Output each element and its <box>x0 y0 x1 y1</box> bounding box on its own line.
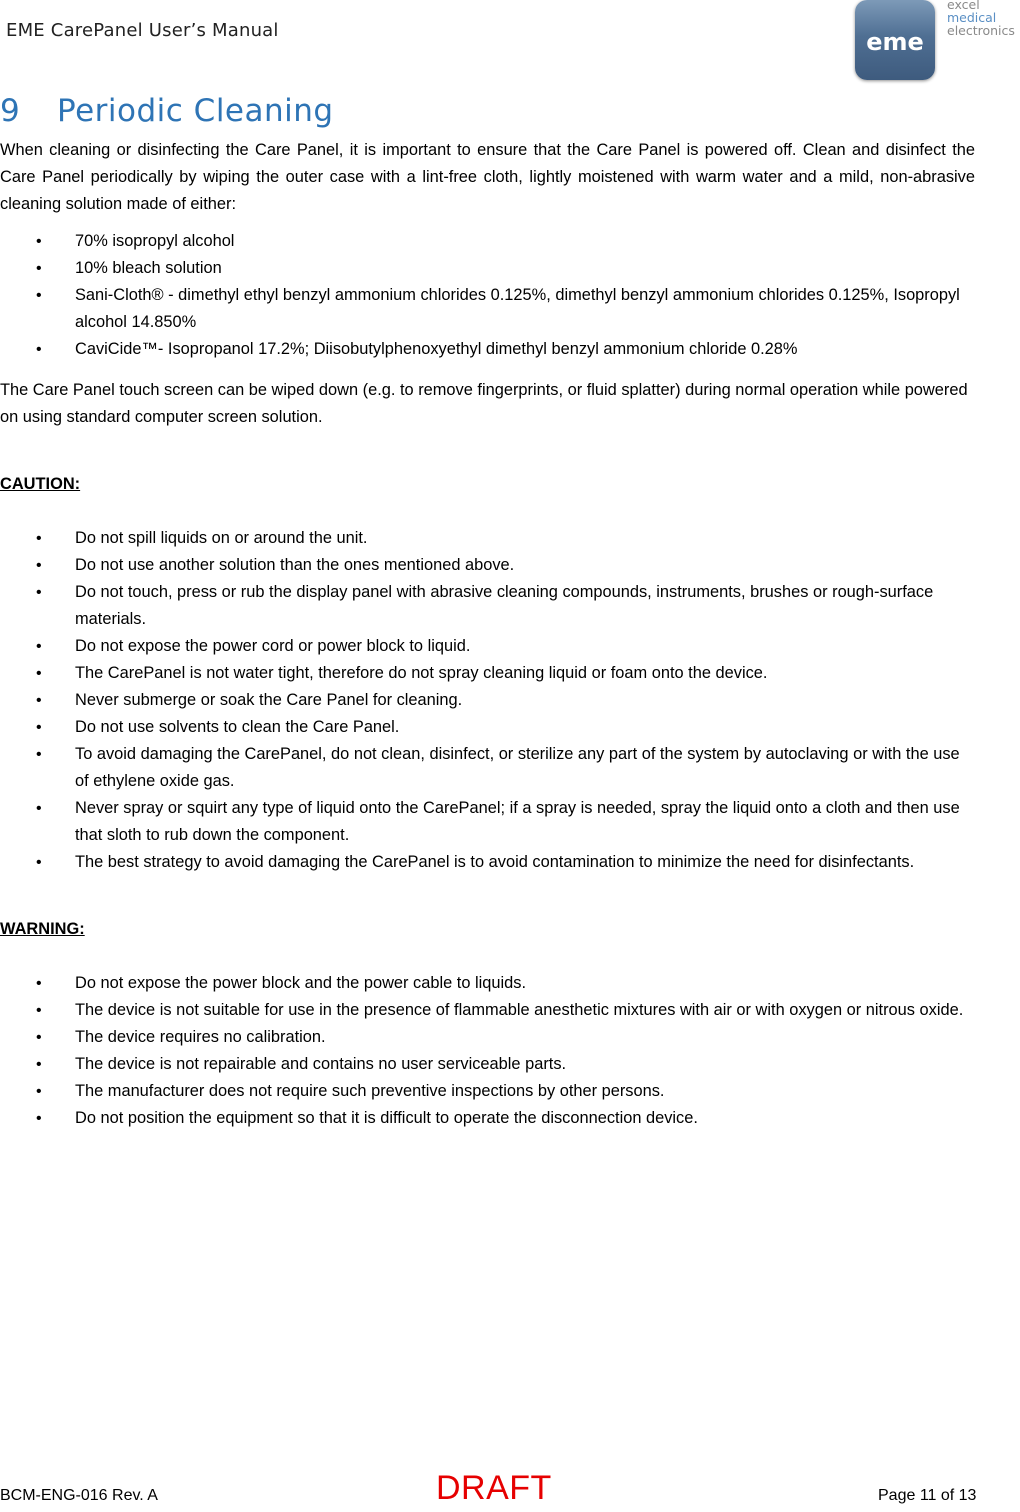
list-item: • The device is not repairable and contains no user serviceable parts. <box>0 1051 975 1078</box>
list-item: • Sani-Cloth® - dimethyl ethyl benzyl ammonium chlorides 0.125%, dimethyl benzyl ammonium chlorides 0.125%, Isopropyl alcohol 14.850% <box>0 282 975 336</box>
list-item: • The best strategy to avoid damaging the CarePanel is to avoid contamination to minimize the need for disinfectants. <box>0 849 975 876</box>
draft-watermark: DRAFT <box>436 1469 552 1507</box>
warning-list <box>0 970 975 1132</box>
caution-list <box>0 525 975 876</box>
list-item: • The device requires no calibration. <box>0 1024 975 1051</box>
list-item: • 70% isopropyl alcohol <box>0 228 975 255</box>
footer-page-number: Page 11 of 13 <box>878 1487 977 1504</box>
header-title: EME CarePanel User’s Manual <box>6 20 279 41</box>
logo-line-electronics: electronics <box>947 23 1015 38</box>
caution-heading: CAUTION: <box>0 475 81 493</box>
list-item: • CaviCide™- Isopropanol 17.2%; Diisobutylphenoxyethyl dimethyl benzyl ammonium chloride 0.28% <box>0 336 975 363</box>
section-title: Periodic Cleaning <box>57 93 334 129</box>
list-item: • To avoid damaging the CarePanel, do not clean, disinfect, or sterilize any part of the system by autoclaving or with the use of ethylene oxide gas. <box>0 741 975 795</box>
list-item: • The CarePanel is not water tight, therefore do not spray cleaning liquid or foam onto the device. <box>0 660 975 687</box>
warning-heading: WARNING: <box>0 920 85 938</box>
eme-logo-badge <box>855 0 935 80</box>
logo-badge-text: eme <box>866 28 924 56</box>
list-item: • Do not use another solution than the ones mentioned above. <box>0 552 975 579</box>
eme-logo <box>852 0 1020 84</box>
solutions-list <box>0 228 975 363</box>
footer-doc-id: BCM-ENG-016 Rev. A <box>0 1487 158 1504</box>
section-heading <box>0 93 334 129</box>
logo-wordmark <box>947 0 1015 37</box>
list-item: • The manufacturer does not require such preventive inspections by other persons. <box>0 1078 975 1105</box>
list-item: • The device is not suitable for use in the presence of flammable anesthetic mixtures with air or with oxygen or nitrous oxide. <box>0 997 975 1024</box>
list-item: • Do not touch, press or rub the display panel with abrasive cleaning compounds, instruments, brushes or rough-surface materials. <box>0 579 975 633</box>
list-item: • Do not use solvents to clean the Care Panel. <box>0 714 975 741</box>
touchscreen-note: The Care Panel touch screen can be wiped down (e.g. to remove fingerprints, or fluid splatter) during normal operation while powered on using standard computer screen solution. <box>0 381 968 426</box>
list-item: • Do not spill liquids on or around the unit. <box>0 525 975 552</box>
list-item: • 10% bleach solution <box>0 255 975 282</box>
page-content <box>0 137 975 1132</box>
list-item: • Do not expose the power block and the power cable to liquids. <box>0 970 975 997</box>
logo-line-medical: medical <box>947 10 997 25</box>
list-item: • Do not expose the power cord or power block to liquid. <box>0 633 975 660</box>
logo-line-excel: excel <box>947 0 980 12</box>
section-number: 9 <box>0 93 21 129</box>
list-item: • Do not position the equipment so that it is difficult to operate the disconnection device. <box>0 1105 975 1132</box>
intro-paragraph: When cleaning or disinfecting the Care Panel, it is important to ensure that the Care Panel is powered off. Clean and disinfect the Care Panel periodically by wiping the outer case with a lint-free cloth, lightly moistened with warm water and a mild, non-abrasive cleaning solution made of either: <box>0 141 975 213</box>
list-item: • Never spray or squirt any type of liquid onto the CarePanel; if a spray is needed, spray the liquid onto a cloth and then use that sloth to rub down the component. <box>0 795 975 849</box>
list-item: • Never submerge or soak the Care Panel for cleaning. <box>0 687 975 714</box>
